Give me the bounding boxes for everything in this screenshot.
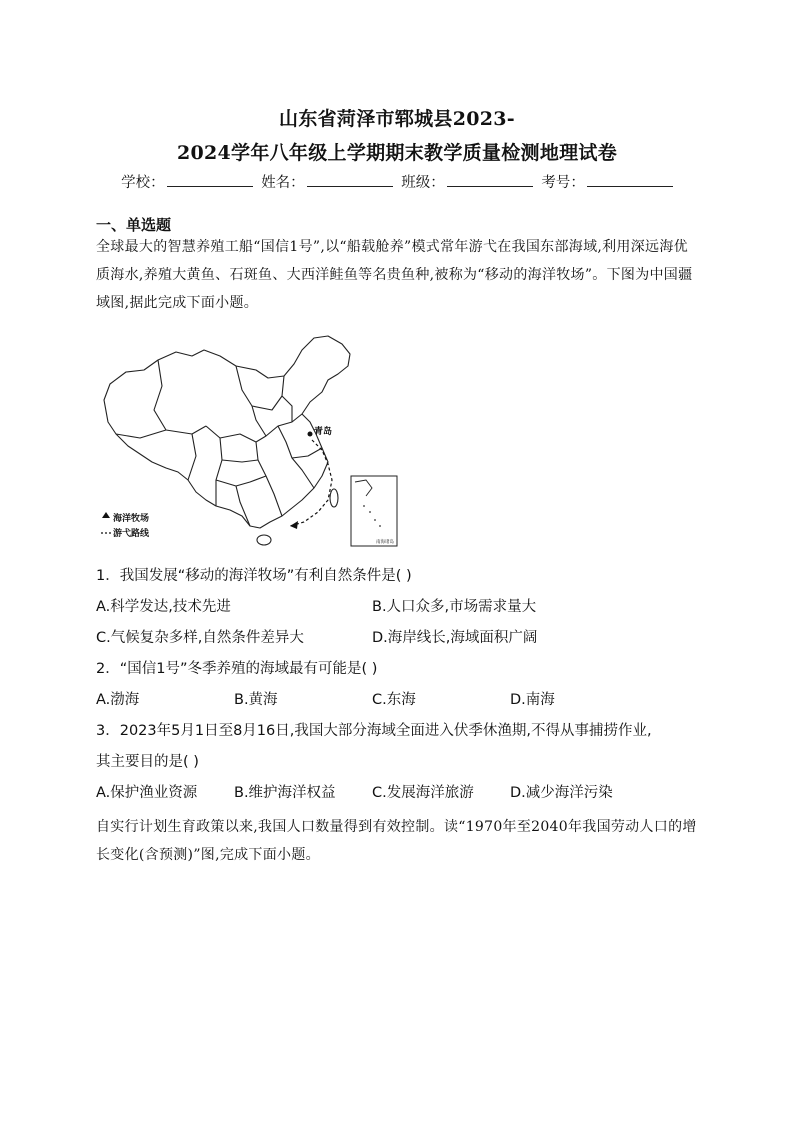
q3-option-b[interactable]: B.维护海洋权益 [234,785,336,801]
school-field[interactable] [121,171,253,192]
legend-ocean-ranch: 海洋牧场 [113,514,150,524]
question-3-stem-line1: 3．2023年5月1日至8月16日,我国大部分海域全面进入伏季休渔期,不得从事捕捞作业, [96,723,652,739]
q2-option-c[interactable]: C.东海 [372,692,416,708]
south-sea-inset [351,476,397,546]
class-field[interactable] [401,171,533,192]
section-heading: 一、单选题 [96,216,172,234]
china-map-figure [96,330,416,552]
q3-option-c[interactable]: C.发展海洋旅游 [372,785,474,801]
taiwan-island [330,489,338,507]
map-legend [101,512,150,539]
legend-cruise-route: 游弋路线 [113,529,150,539]
exam-number-blank[interactable] [587,174,673,187]
hainan-island [257,535,271,545]
name-label: 姓名： [261,175,305,191]
qingdao-label: 青岛 [314,427,333,437]
q2-option-b[interactable]: B.黄海 [234,692,278,708]
route-arrow-icon [290,521,298,529]
exam-number-field[interactable] [541,171,673,192]
exam-title-line1: 山东省菏泽市郓城县2023- [279,108,515,130]
q2-option-d[interactable]: D.南海 [510,692,555,708]
q2-option-a[interactable]: A.渤海 [96,692,140,708]
q1-option-a[interactable]: A.科学发达,技术先进 [96,599,231,615]
exam-title-line2: 2024学年八年级上学期期末教学质量检测地理试卷 [176,142,618,164]
student-info-fields [0,171,794,192]
qingdao-marker [308,432,313,437]
question-1-stem: 1．我国发展“移动的海洋牧场”有利自然条件是( ) [96,568,412,584]
question-3-stem-line2: 其主要目的是( ) [96,754,199,770]
passage-1: 全球最大的智慧养殖工船“国信1号”,以“船载舱养”模式常年游弋在我国东部海域,利用深远海优质海水,养殖大黄鱼、石斑鱼、大西洋鲑鱼等名贵鱼种,被称为“移动的海洋牧场”。下图为中国疆域图,据此完成下面小题。 [96,239,693,311]
school-blank[interactable] [167,174,253,187]
name-field[interactable] [261,171,393,192]
q1-option-d[interactable]: D.海岸线长,海域面积广阔 [372,630,538,646]
exam-number-label: 考号： [541,175,585,191]
passage-2: 自实行计划生育政策以来,我国人口数量得到有效控制。读“1970年至2040年我国劳动人口的增长变化(含预测)”图,完成下面小题。 [96,819,697,863]
q1-option-b[interactable]: B.人口众多,市场需求量大 [372,599,537,615]
q3-option-a[interactable]: A.保护渔业资源 [96,785,198,801]
class-label: 班级： [401,175,445,191]
inset-caption: 南海诸岛 [376,540,394,545]
ocean-ranch-legend-icon [102,512,110,518]
class-blank[interactable] [447,174,533,187]
name-blank[interactable] [307,174,393,187]
school-label: 学校： [121,175,165,191]
q1-option-c[interactable]: C.气候复杂多样,自然条件差异大 [96,630,304,646]
q3-option-d[interactable]: D.减少海洋污染 [510,785,613,801]
question-2-stem: 2．“国信1号”冬季养殖的海域最有可能是( ) [96,661,378,677]
